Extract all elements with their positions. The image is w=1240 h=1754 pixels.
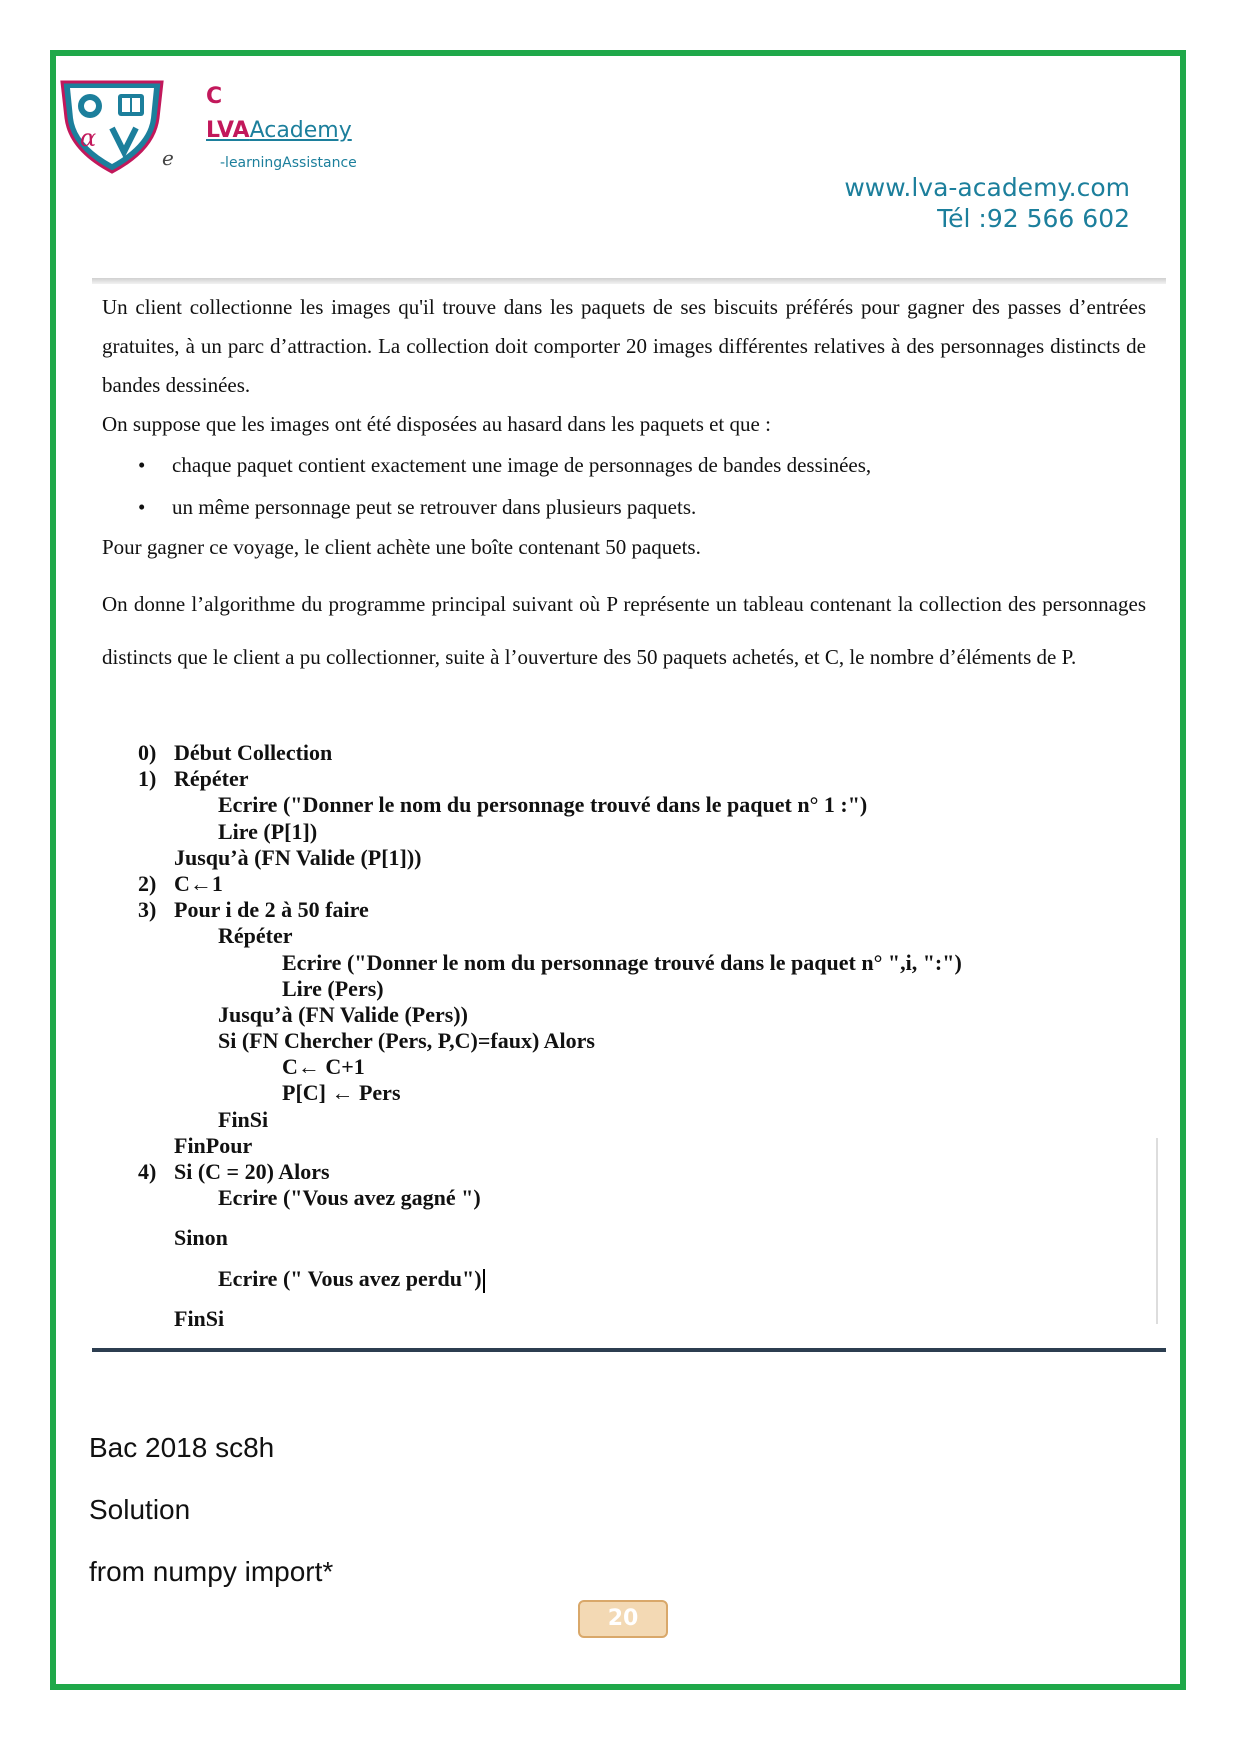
- algorithm-line-text: Lire (P[1]): [218, 818, 318, 844]
- algorithm-line: [138, 1185, 962, 1211]
- algorithm-line-text: Si (C = 20) Alors: [174, 1159, 330, 1184]
- assumption-paragraph: On suppose que les images ont été disposées au hasard dans les paquets et que :: [102, 412, 771, 436]
- logo-letter: C: [206, 84, 223, 109]
- brand-lva: LVA: [206, 118, 250, 143]
- algorithm-listing: [138, 740, 962, 1332]
- code-line: from numpy import*: [89, 1556, 334, 1587]
- list-item-text: un même personnage peut se retrouver dans plusieurs paquets.: [172, 495, 697, 519]
- algorithm-line-text: Ecrire (" Vous avez perdu"): [218, 1265, 482, 1291]
- side-edge: [1150, 1138, 1158, 1324]
- algorithm-line: [138, 897, 962, 923]
- purchase-paragraph: Pour gagner ce voyage, le client achète une boîte contenant 50 paquets.: [102, 535, 701, 559]
- exercise-text: [102, 288, 1146, 684]
- algorithm-line: [138, 740, 962, 766]
- algorithm-line-text: Lire (Pers): [282, 975, 384, 1001]
- algorithm-line-text: Début Collection: [174, 740, 333, 765]
- algorithm-line: [138, 845, 962, 871]
- algorithm-line: [138, 819, 962, 845]
- content-top-rule: [92, 278, 1166, 284]
- list-item: [102, 486, 1146, 528]
- algorithm-line-text: Jusqu’à (FN Valide (Pers)): [218, 1001, 468, 1027]
- line-gap: [138, 1292, 962, 1306]
- exam-title: Bac 2018 sc8h: [89, 1432, 275, 1463]
- algorithm-line-text: Répéter: [174, 766, 249, 792]
- brand-tagline: -learningAssistance: [220, 155, 357, 171]
- intro-paragraph: Un client collectionne les images qu'il trouve dans les paquets de ses biscuits préférés pour gagner des passes d’entrées gratuites, à un parc d’attraction. La collection doit comporter 20 images différentes relatives à des personnages distincts de bandes dessinées.: [102, 295, 1146, 397]
- algorithm-line: [138, 950, 962, 976]
- text-cursor: [483, 1269, 485, 1293]
- algorithm-line-text: FinSi: [218, 1106, 269, 1132]
- lva-academy-logo: [58, 78, 166, 174]
- contact-block: [844, 172, 1130, 234]
- algorithm-line: [138, 1002, 962, 1028]
- algorithm-line-text: Ecrire ("Donner le nom du personnage trouvé dans le paquet n° 1 :"): [218, 792, 868, 818]
- assumption-list: [102, 444, 1146, 528]
- algorithm-line-text: Sinon: [174, 1225, 228, 1251]
- algorithm-line: [138, 976, 962, 1002]
- website-link[interactable]: www.lva-academy.com: [844, 173, 1130, 202]
- algorithm-line: [138, 1133, 962, 1159]
- list-item-text: chaque paquet contient exactement une image de personnages de bandes dessinées,: [172, 453, 872, 477]
- algorithm-line-text: Pour i de 2 à 50 faire: [174, 897, 369, 923]
- bullet-icon: •: [138, 453, 146, 477]
- algorithm-line: [138, 1225, 962, 1251]
- algorithm-line: [138, 1080, 962, 1106]
- algorithm-line: [138, 871, 962, 897]
- algorithm-line: [138, 1159, 962, 1185]
- brand-name: [206, 118, 352, 143]
- algorithm-line: [138, 792, 962, 818]
- algorithm-line-text: P[C] ← Pers: [282, 1080, 401, 1106]
- content-bottom-rule: [92, 1348, 1166, 1352]
- step-number: 4): [138, 1159, 157, 1184]
- brand-academy: Academy: [249, 118, 352, 143]
- line-gap: [138, 1211, 962, 1225]
- algorithm-line-text: FinSi: [174, 1305, 225, 1331]
- algorithm-line: [138, 923, 962, 949]
- algorithm-line: [138, 766, 962, 792]
- svg-text:α: α: [80, 124, 97, 152]
- algorithm-description: On donne l’algorithme du programme principal suivant où P représente un tableau contenant la collection des personnages distincts que le client a pu collectionner, suite à l’ouverture des 50 paquets achetés, et C, le nombre d’éléments de P.: [102, 592, 1146, 669]
- step-number: 1): [138, 766, 157, 792]
- algorithm-line-text: FinPour: [174, 1132, 253, 1158]
- solution-heading: Solution: [89, 1494, 191, 1525]
- algorithm-line-text: C←1: [174, 870, 223, 896]
- logo-e: e: [162, 146, 174, 170]
- algorithm-line: [138, 1054, 962, 1080]
- algorithm-line: [138, 1028, 962, 1054]
- algorithm-line: [138, 1306, 962, 1332]
- algorithm-line-text: Si (FN Chercher (Pers, P,C)=faux) Alors: [218, 1028, 595, 1054]
- algorithm-line-text: C← C+1: [282, 1054, 365, 1080]
- step-number: 0): [138, 740, 157, 765]
- algorithm-line: [138, 1266, 962, 1292]
- algorithm-line-text: Ecrire ("Donner le nom du personnage trouvé dans le paquet n° ",i, ":"): [282, 949, 962, 975]
- algorithm-line-text: Répéter: [218, 923, 293, 949]
- algorithm-line-text: Jusqu’à (FN Valide (P[1])): [174, 844, 422, 870]
- phone-number: Tél :92 566 602: [937, 204, 1130, 233]
- bullet-icon: •: [138, 495, 146, 519]
- step-number: 3): [138, 897, 157, 923]
- algorithm-line-text: Ecrire ("Vous avez gagné "): [218, 1185, 481, 1211]
- algorithm-line: [138, 1107, 962, 1133]
- line-gap: [138, 1252, 962, 1266]
- list-item: [102, 444, 1146, 486]
- step-number: 2): [138, 870, 157, 896]
- page-number-badge: 20: [578, 1600, 668, 1638]
